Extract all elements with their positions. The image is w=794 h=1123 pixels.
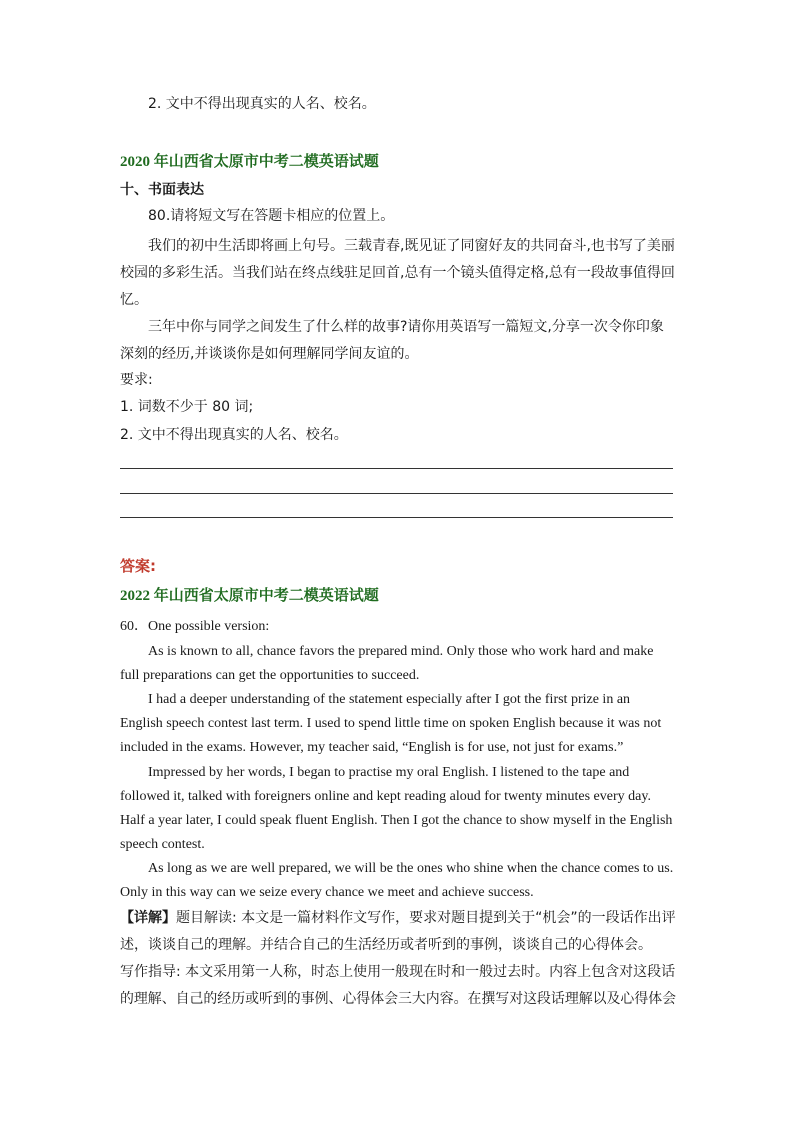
detail-line: 写作指导: 本文采用第一人称，时态上使用一般现在时和一般过去时。内容上包含对这段话 [120,964,676,980]
detail-line-1 [120,908,676,928]
answer-intro: 60．One possible version: [120,619,270,634]
requirement-1: 1. 词数不少于 80 词; [120,399,254,415]
prompt-para1-line: 我们的初中生活即将画上句号。三载青春,既见证了同窗好友的共同奋斗,也书写了美丽 [148,238,675,254]
prompt-para1-line: 忆。 [120,292,148,308]
detail-line: 的理解、自己的经历或听到的事例、心得体会三大内容。在撰写对这段话理解以及心得体会 [120,991,677,1007]
question-instruction: 80.请将短文写在答题卡相应的位置上。 [148,208,395,224]
essay-line: Only in this way can we seize every chance we meet and achieve success. [120,885,534,900]
essay-line: included in the exams. However, my teacher said, “English is for use, not just for exams.” [120,740,624,755]
requirements-label: 要求: [120,372,153,388]
writing-line [120,517,673,518]
essay-line: Impressed by her words, I began to practise my oral English. I listened to the tape and [148,765,630,780]
writing-line [120,493,673,494]
essay-line: As long as we are well prepared, we will be the ones who shine when the chance comes to us. [148,861,674,876]
prompt-para1-line: 校园的多彩生活。当我们站在终点线驻足回首,总有一个镜头值得定格,总有一段故事值得回 [120,265,675,281]
answer-label: 答案: [120,557,156,575]
essay-line: full preparations can get the opportunities to succeed. [120,668,420,683]
essay-line: Half a year later, I could speak fluent English. Then I got the chance to show myself in the English [120,813,673,828]
essay-line: followed it, talked with foreigners online and kept reading aloud for twenty minutes every day. [120,789,651,804]
prompt-para2-line: 深刻的经历,并谈谈你是如何理解同学间友谊的。 [120,346,419,362]
prev-requirement-2: 2. 文中不得出现真实的人名、校名。 [148,96,376,112]
writing-line [120,468,673,469]
detail-label: 【详解】 [120,910,176,926]
exam-2022-title: 2022 年山西省太原市中考二模英语试题 [120,588,379,604]
essay-line: English speech contest last term. I used to spend little time on spoken English because it was not [120,716,662,731]
essay-line: speech contest. [120,837,205,852]
detail-text: 题目解读: 本文是一篇材料作文写作，要求对题目提到关于“机会”的一段话作出评 [176,910,676,926]
essay-line: I had a deeper understanding of the statement especially after I got the first prize in an [148,692,631,707]
requirement-2: 2. 文中不得出现真实的人名、校名。 [120,427,348,443]
section-heading: 十、书面表达 [120,182,204,198]
exam-2020-title: 2020 年山西省太原市中考二模英语试题 [120,154,379,170]
detail-line: 述，谈谈自己的理解。并结合自己的生活经历或者听到的事例，谈谈自己的心得体会。 [120,937,652,953]
prompt-para2-line: 三年中你与同学之间发生了什么样的故事?请你用英语写一篇短文,分享一次令你印象 [148,319,664,335]
essay-line: As is known to all, chance favors the prepared mind. Only those who work hard and make [148,644,654,659]
